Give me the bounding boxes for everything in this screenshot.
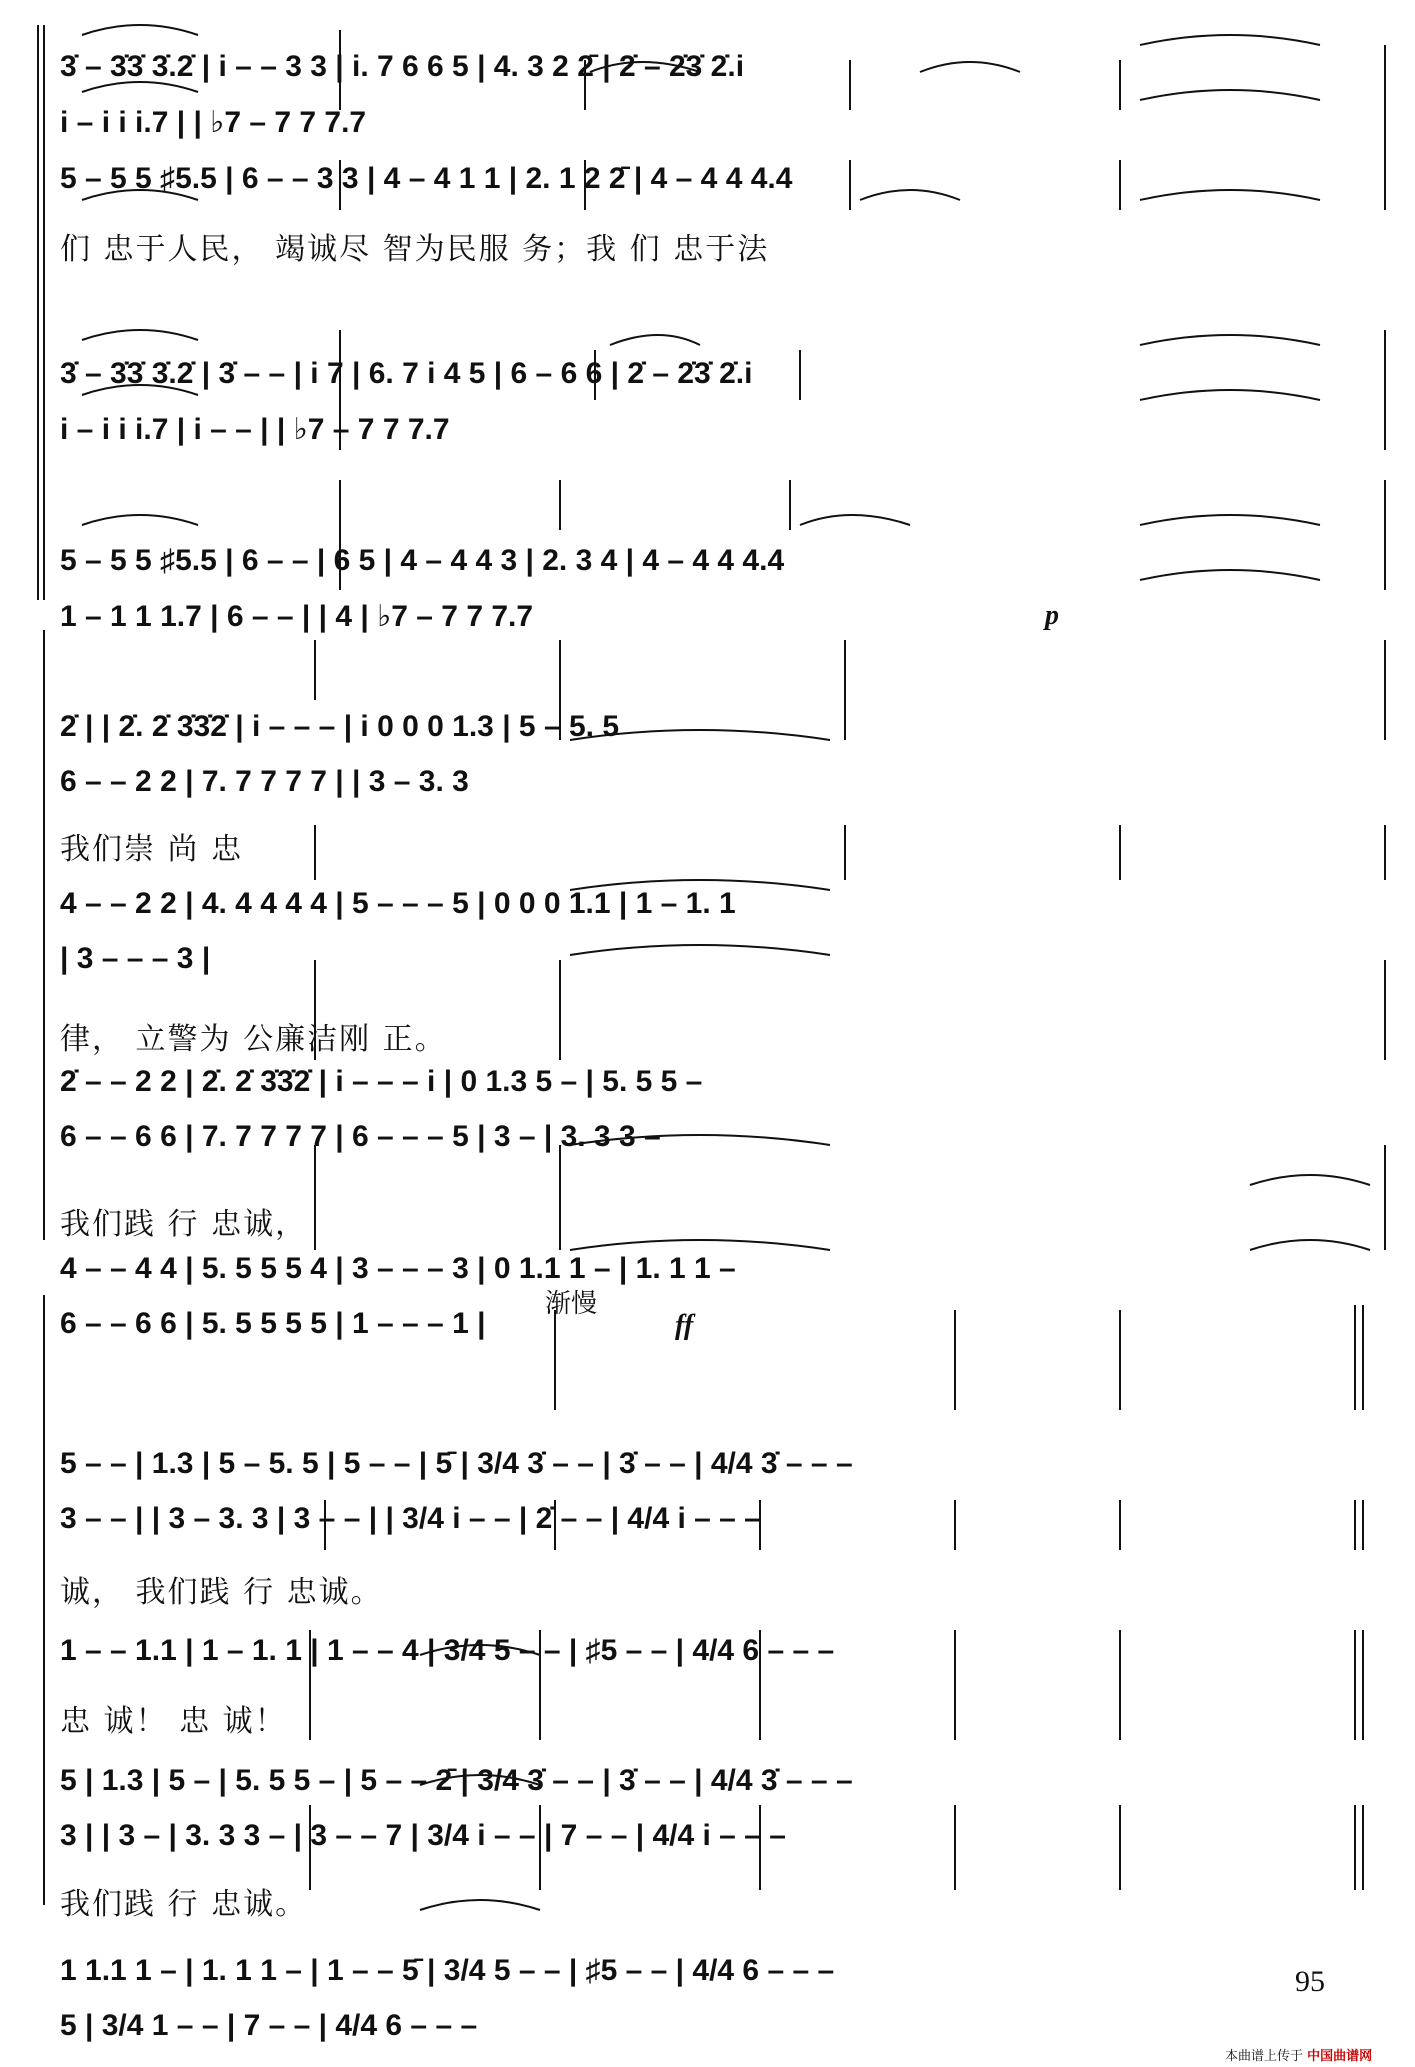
notation-row: 3̇ – 3̇3̇ 3̇.2̇ | 3̇ – – | i 7 | 6. 7 i 4 5 | 6 – 6 6 | 2̇ – 2̇3̇ 2̇.i	[60, 357, 753, 390]
notation-row: 1 – – 1.1 | 1 – 1. 1 | 1 – – 4 | 3/4 5 – – | ♯5 – – | 4/4 6 – – –	[60, 1634, 835, 1667]
notation-row: 6 – – 6 6 | 5. 5 5 5 5 | 1 – – – 1 |	[60, 1307, 486, 1340]
notation-row: 5 – – | 1.3 | 5 – 5. 5 | 5 – – | 5̄ | 3/4 3̇ – – | 3̇ – – | 4/4 3̇ – – –	[60, 1447, 853, 1480]
footer-note	[1225, 2045, 1372, 2064]
lyric-line: 我们践 行 忠诚。	[60, 1887, 308, 1922]
page-number: 95	[1295, 1965, 1325, 1998]
tempo-mark: 渐慢	[545, 1289, 598, 1319]
notation-row: 5 | 3/4 1 – – | 7 – – | 4/4 6 – – –	[60, 2009, 478, 2042]
notation-row: 4 – – 2 2 | 4. 4 4 4 4 | 5 – – – 5 | 0 0 0 1.1 | 1 – 1. 1	[60, 887, 736, 920]
notation-row: 3̇ – 3̇3̇ 3̇.2̇ | i – – 3 3 | i. 7 6 6 5 | 4. 3 2 2̄ | 2̇ – 2̇3̇ 2̇.i	[60, 50, 745, 83]
notation-row: 5 | 1.3 | 5 – | 5. 5 5 – | 5 – – 2̄ | 3/4 3̇ – – | 3̇ – – | 4/4 3̇ – – –	[60, 1764, 853, 1797]
lyric-line: 们 忠于人民， 竭诚尽 智为民服 务；我 们 忠于法	[60, 232, 770, 267]
notation-row: i – i i i.7 | i – – | | ♭7 – 7 7 7.7	[60, 413, 450, 446]
notation-row: 1 – 1 1 1.7 | 6 – – | | 4 | ♭7 – 7 7 7.7	[60, 600, 534, 633]
notation-row: 5 – 5 5 ♯5.5 | 6 – – | 6 5 | 4 – 4 4 3 | 2. 3 4 | 4 – 4 4 4.4	[60, 544, 785, 577]
footer-logo: 中国曲谱网	[1307, 2049, 1373, 2064]
footer-text: 本曲谱上传于	[1225, 2049, 1304, 2064]
notation-row: 5 – 5 5 ♯5.5 | 6 – – 3 3 | 4 – 4 1 1 | 2. 1 2 2̄ | 4 – 4 4 4.4	[60, 162, 793, 195]
dynamic-ff: ff	[675, 1310, 694, 1341]
notation-row: 6 – – 6 6 | 7. 7 7 7 7 | 6 – – – 5 | 3 – | 3. 3 3 –	[60, 1120, 661, 1153]
notation-row: i – i i i.7 | | ♭7 – 7 7 7.7	[60, 106, 367, 139]
dynamic-p: p	[1045, 600, 1059, 631]
notation-row: | 3 – – – 3 |	[60, 942, 211, 975]
lyric-line: 我们践 行 忠诚，	[60, 1207, 308, 1242]
lyric-line: 律， 立警为 公廉洁刚 正。	[60, 1022, 447, 1057]
lyric-line: 诚， 我们践 行 忠诚。	[60, 1575, 383, 1610]
notation-row: 2̇ | | 2̇. 2̇ 3̇3̇2̇ | i – – – | i 0 0 0 1.3 | 5 – 5. 5	[60, 710, 619, 743]
lyric-line: 忠 诚！ 忠 诚！	[60, 1704, 287, 1739]
notation-row: 1 1.1 1 – | 1. 1 1 – | 1 – – 5̄ | 3/4 5 – – | ♯5 – – | 4/4 6 – – –	[60, 1954, 835, 1987]
notation-row: 2̇ – – 2 2 | 2̇. 2̇ 3̇3̇2̇ | i – – – i | 0 1.3 5 – | 5. 5 5 –	[60, 1065, 703, 1098]
notation-row: 6 – – 2 2 | 7. 7 7 7 7 | | 3 – 3. 3	[60, 765, 469, 798]
notation-row: 3 – – | | 3 – 3. 3 | 3 – – | | 3/4 i – – | 2̇ – – | 4/4 i – – –	[60, 1502, 761, 1535]
lyric-line: 我们崇 尚 忠	[60, 832, 244, 867]
notation-row: 3 | | 3 – | 3. 3 3 – | 3 – – 7 | 3/4 i – – | 7 – – | 4/4 i – – –	[60, 1819, 786, 1852]
notation-row: 4 – – 4 4 | 5. 5 5 5 4 | 3 – – – 3 | 0 1.1 1 – | 1. 1 1 –	[60, 1252, 736, 1285]
